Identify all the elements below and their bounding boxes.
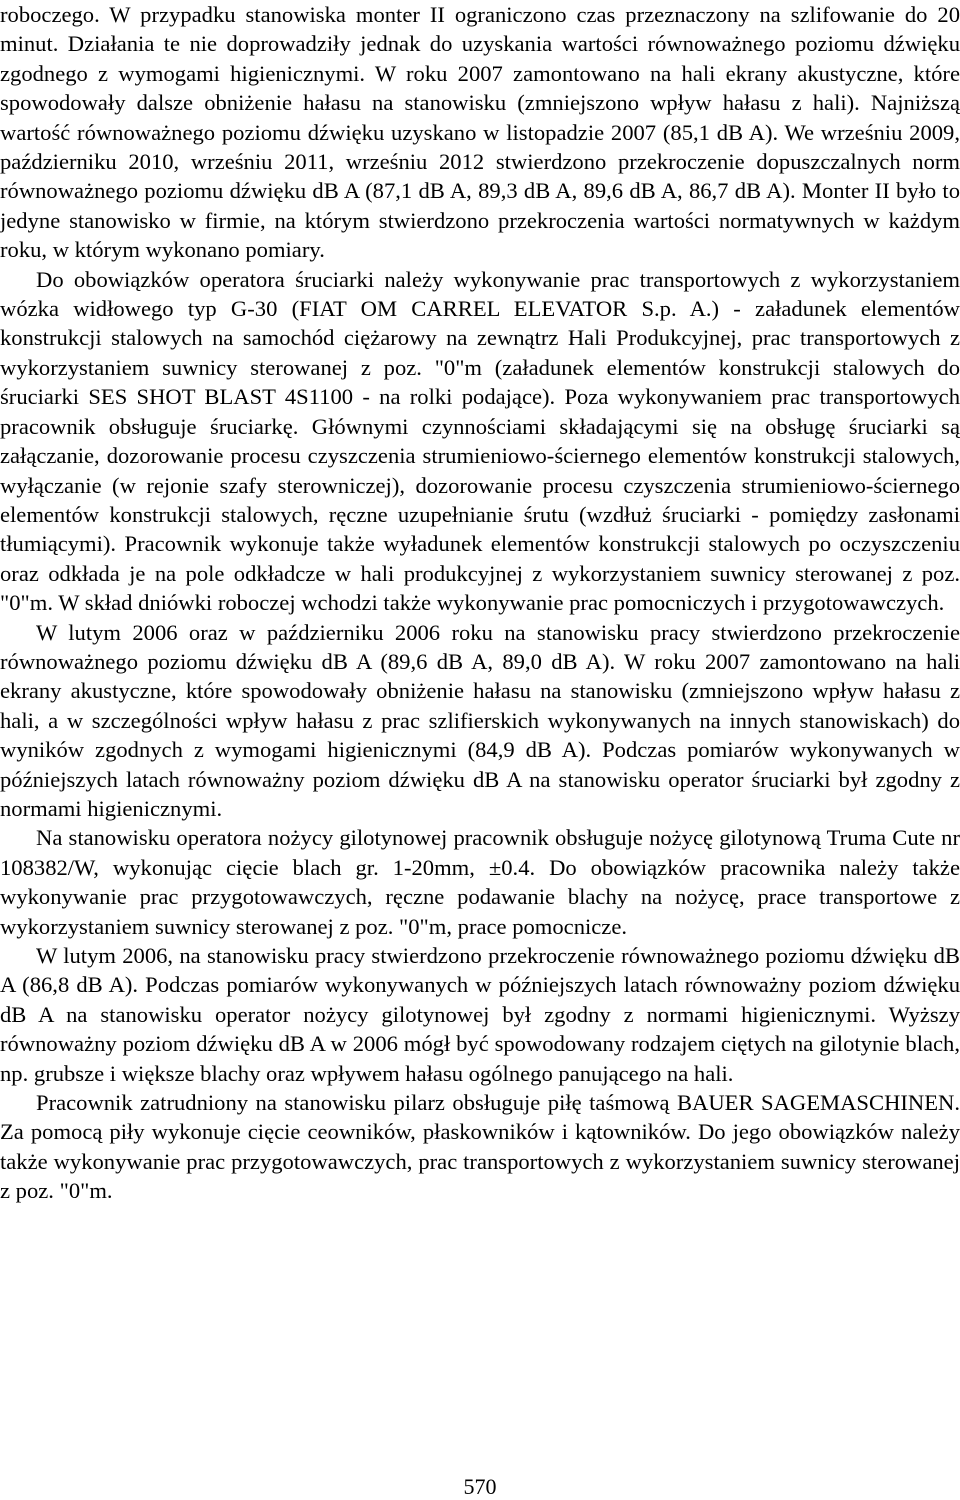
paragraph-1: roboczego. W przypadku stanowiska monter II ograniczono czas przeznaczony na szlifowanie do 20 minut. Działania te nie doprowadziły jednak do uzyskania wartości równoważnego poziomu dźwięku zgodnego z wymogami higienicznymi. W roku 2007 zamontowano na hali ekrany akustyczne, które spowodowały dalsze obniżenie hałasu na stanowisku (zmniejszono wpływ hałasu z hali). Najniższą wartość równoważnego poziomu dźwięku uzyskano w listopadzie 2007 (85,1 dB A). We wrześniu 2009, październiku 2010, wrześniu 2011, wrześniu 2012 stwierdzono przekroczenie dopuszczalnych norm równoważnego poziomu dźwięku dB A (87,1 dB A, 89,3 dB A, 89,6 dB A, 86,7 dB A). Monter II było to jedyne stanowisko w firmie, na którym stwierdzono przekroczenia wartości normatywnych w każdym roku, w którym wykonano pomiary. xyxy=(0,2,960,263)
paragraph-4: Na stanowisku operatora nożycy gilotynowej pracownik obsługuje nożycę gilotynową Truma Cute nr 108382/W, wykonując cięcie blach gr. 1-20mm, ±0.4. Do obowiązków pracownika należy także wykonywanie prac przygotowawczych, ręczne podawanie blachy na nożycę, prace transportowe z wykorzystaniem suwnicy sterowanej z poz. "0"m, prace pomocnicze. xyxy=(0,825,960,939)
paragraph-2: Do obowiązków operatora śruciarki należy wykonywanie prac transportowych z wykorzystaniem wózka widłowego typ G-30 (FIAT OM CARREL ELEVATOR S.p. A.) - załadunek elementów konstrukcji stalowych na samochód ciężarowy na zewnątrz Hali Produkcyjnej, prac transportowych z wykorzystaniem suwnicy sterowanej z poz. "0"m (załadunek elementów konstrukcji stalowych do śruciarki SES SHOT BLAST 4S1100 - na rolki podające). Poza wykonywaniem prac transportowych pracownik obsługuje śruciarkę. Głównymi czynnościami składającymi się na obsługę śruciarki są załączanie, dozorowanie procesu czyszczenia strumieniowo-ściernego elementów konstrukcji stalowych, wyłączanie (w rejonie szafy sterowniczej), dozorowanie procesu czyszczenia strumieniowo-ściernego elementów konstrukcji stalowych, ręczne uzupełnianie śrutu (wzdłuż śruciarki - pomiędzy zasłonami tłumiącymi). Pracownik wykonuje także wyładunek elementów konstrukcji stalowych po oczyszczeniu oraz odkłada je na pole odkładcze w hali produkcyjnej z wykorzystaniem suwnicy sterowanej z poz. "0"m. W skład dniówki roboczej wchodzi także wykonywanie prac pomocniczych i przygotowawczych. xyxy=(0,266,960,616)
page-number: 570 xyxy=(463,1474,497,1499)
paragraph-6: Pracownik zatrudniony na stanowisku pilarz obsługuje piłę taśmową BAUER SAGEMASCHINEN. Za pomocą piły wykonuje cięcie ceowników, płaskowników i kątowników. Do jego obowiązków należy także wykonywanie prac przygotowawczych, prac transportowych z wykorzystaniem suwnicy sterowanej z poz. "0"m. xyxy=(0,1090,960,1204)
paragraph-3: W lutym 2006 oraz w październiku 2006 roku na stanowisku pracy stwierdzono przekroczenie równoważnego poziomu dźwięku dB A (89,6 dB A, 89,0 dB A). W roku 2007 zamontowano na hali ekrany akustyczne, które spowodowały obniżenie hałasu na stanowisku (zmniejszono wpływ hałasu z hali, a w szczególności wpływ hałasu z prac szlifierskich wykonywanych na innych stanowiskach) do wyników zgodnych z wymogami higienicznymi (84,9 dB A). Podczas pomiarów wykonywanych w późniejszych latach równoważny poziom dźwięku dB A na stanowisku operator śruciarki był zgodny z normami higienicznymi. xyxy=(0,619,960,821)
paragraph-5: W lutym 2006, na stanowisku pracy stwierdzono przekroczenie równoważnego poziomu dźwięku dB A (86,8 dB A). Podczas pomiarów wykonywanych w późniejszych latach równoważny poziom dźwięku dB A na stanowisku operator nożycy gilotynowej był zgodny z normami higienicznymi. Wyższy równoważny poziom dźwięku dB A w 2006 mógł być spowodowany rodzajem ciętych na gilotynie blach, np. grubsze i większe blachy oraz wpływem hałasu ogólnego panującego na hali. xyxy=(0,943,960,1086)
